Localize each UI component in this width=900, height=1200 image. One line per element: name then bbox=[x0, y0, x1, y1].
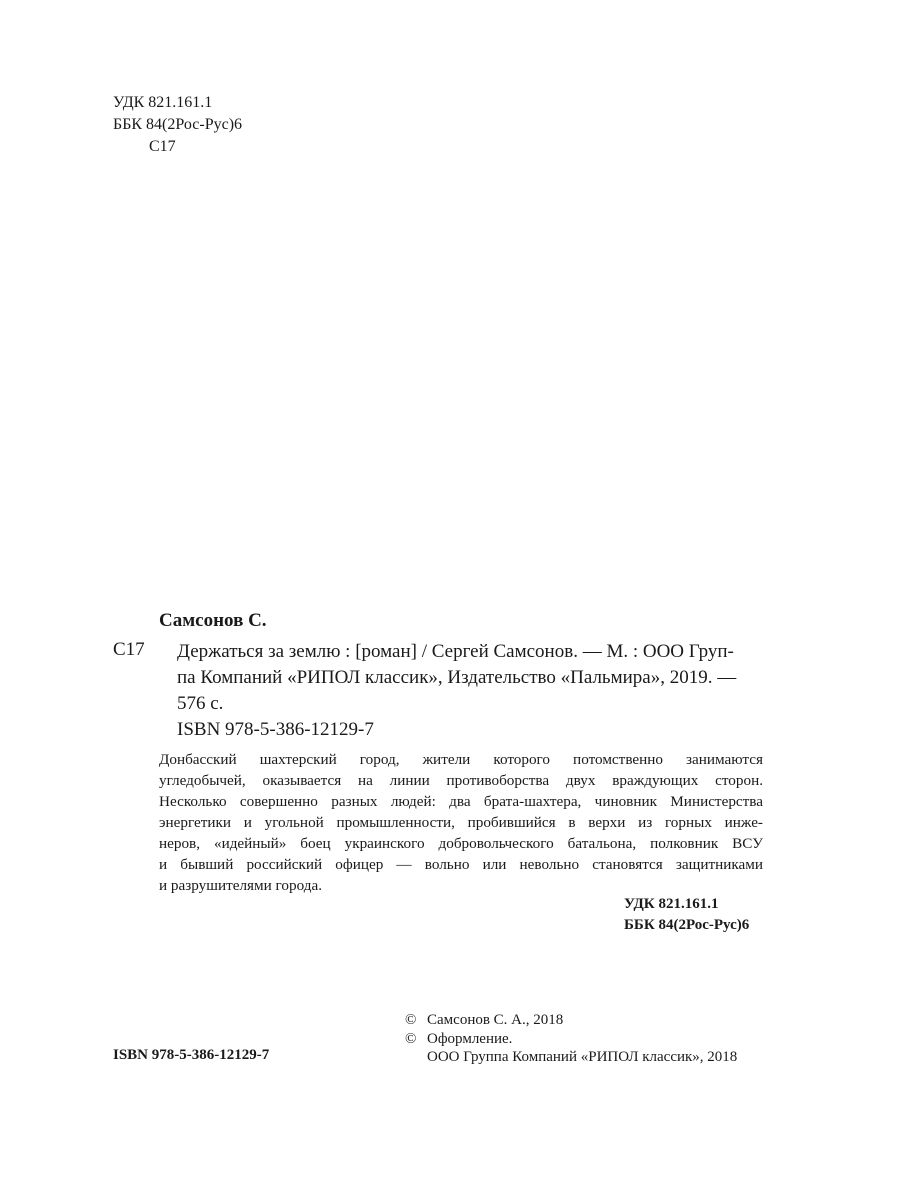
annotation-line: и разрушителями города. bbox=[159, 877, 323, 894]
header-bbk: ББК 84(2Рос-Рус)6 bbox=[113, 116, 243, 133]
header-udk: УДК 821.161.1 bbox=[113, 94, 213, 111]
record-author: Самсонов С. bbox=[159, 610, 267, 631]
annotation-line: угледобычей, оказывается на линии противоборства двух враждующих сторон. bbox=[159, 772, 763, 789]
record-isbn: ISBN 978-5-386-12129-7 bbox=[177, 719, 374, 740]
annotation-line: Несколько совершенно разных людей: два брата-шахтера, чиновник Министерства bbox=[159, 793, 763, 810]
header-classification-codes bbox=[113, 92, 242, 158]
annotation-line: и бывший российский офицер — вольно или невольно становятся защитниками bbox=[159, 856, 763, 873]
isbn-bottom: ISBN 978-5-386-12129-7 bbox=[113, 1047, 270, 1063]
classification-codes bbox=[624, 894, 749, 936]
copyright-author: Самсонов С. А., 2018 bbox=[427, 1012, 564, 1028]
description-line: па Компаний «РИПОЛ классик», Издательство «Пальмира», 2019. — bbox=[177, 667, 737, 688]
record-description bbox=[177, 639, 761, 717]
annotation-line: энергетики и угольной промышленности, пробившийся в верхи из горных инже- bbox=[159, 814, 763, 831]
bbk-code: ББК 84(2Рос-Рус)6 bbox=[624, 917, 750, 933]
copyright-block bbox=[405, 1011, 737, 1067]
copyright-symbol: © bbox=[405, 1012, 417, 1028]
copyright-symbol: © bbox=[405, 1030, 417, 1047]
annotation bbox=[159, 749, 763, 896]
description-line: Держаться за землю : [роман] / Сергей Самсонов. — М. : ООО Груп- bbox=[177, 641, 734, 662]
copyright-design: Оформление. bbox=[427, 1030, 513, 1047]
record-author-mark: С17 bbox=[113, 639, 145, 660]
annotation-line: Донбасский шахтерский город, жители которого потомственно занимаются bbox=[159, 751, 763, 768]
udk-code: УДК 821.161.1 bbox=[624, 896, 719, 912]
copyright-publisher: ООО Группа Компаний «РИПОЛ классик», 2018 bbox=[427, 1049, 738, 1065]
header-author-mark: С17 bbox=[149, 138, 176, 155]
description-line: 576 с. bbox=[177, 693, 224, 714]
annotation-line: неров, «идейный» боец украинского добровольческого батальона, полковник ВСУ bbox=[159, 835, 763, 852]
